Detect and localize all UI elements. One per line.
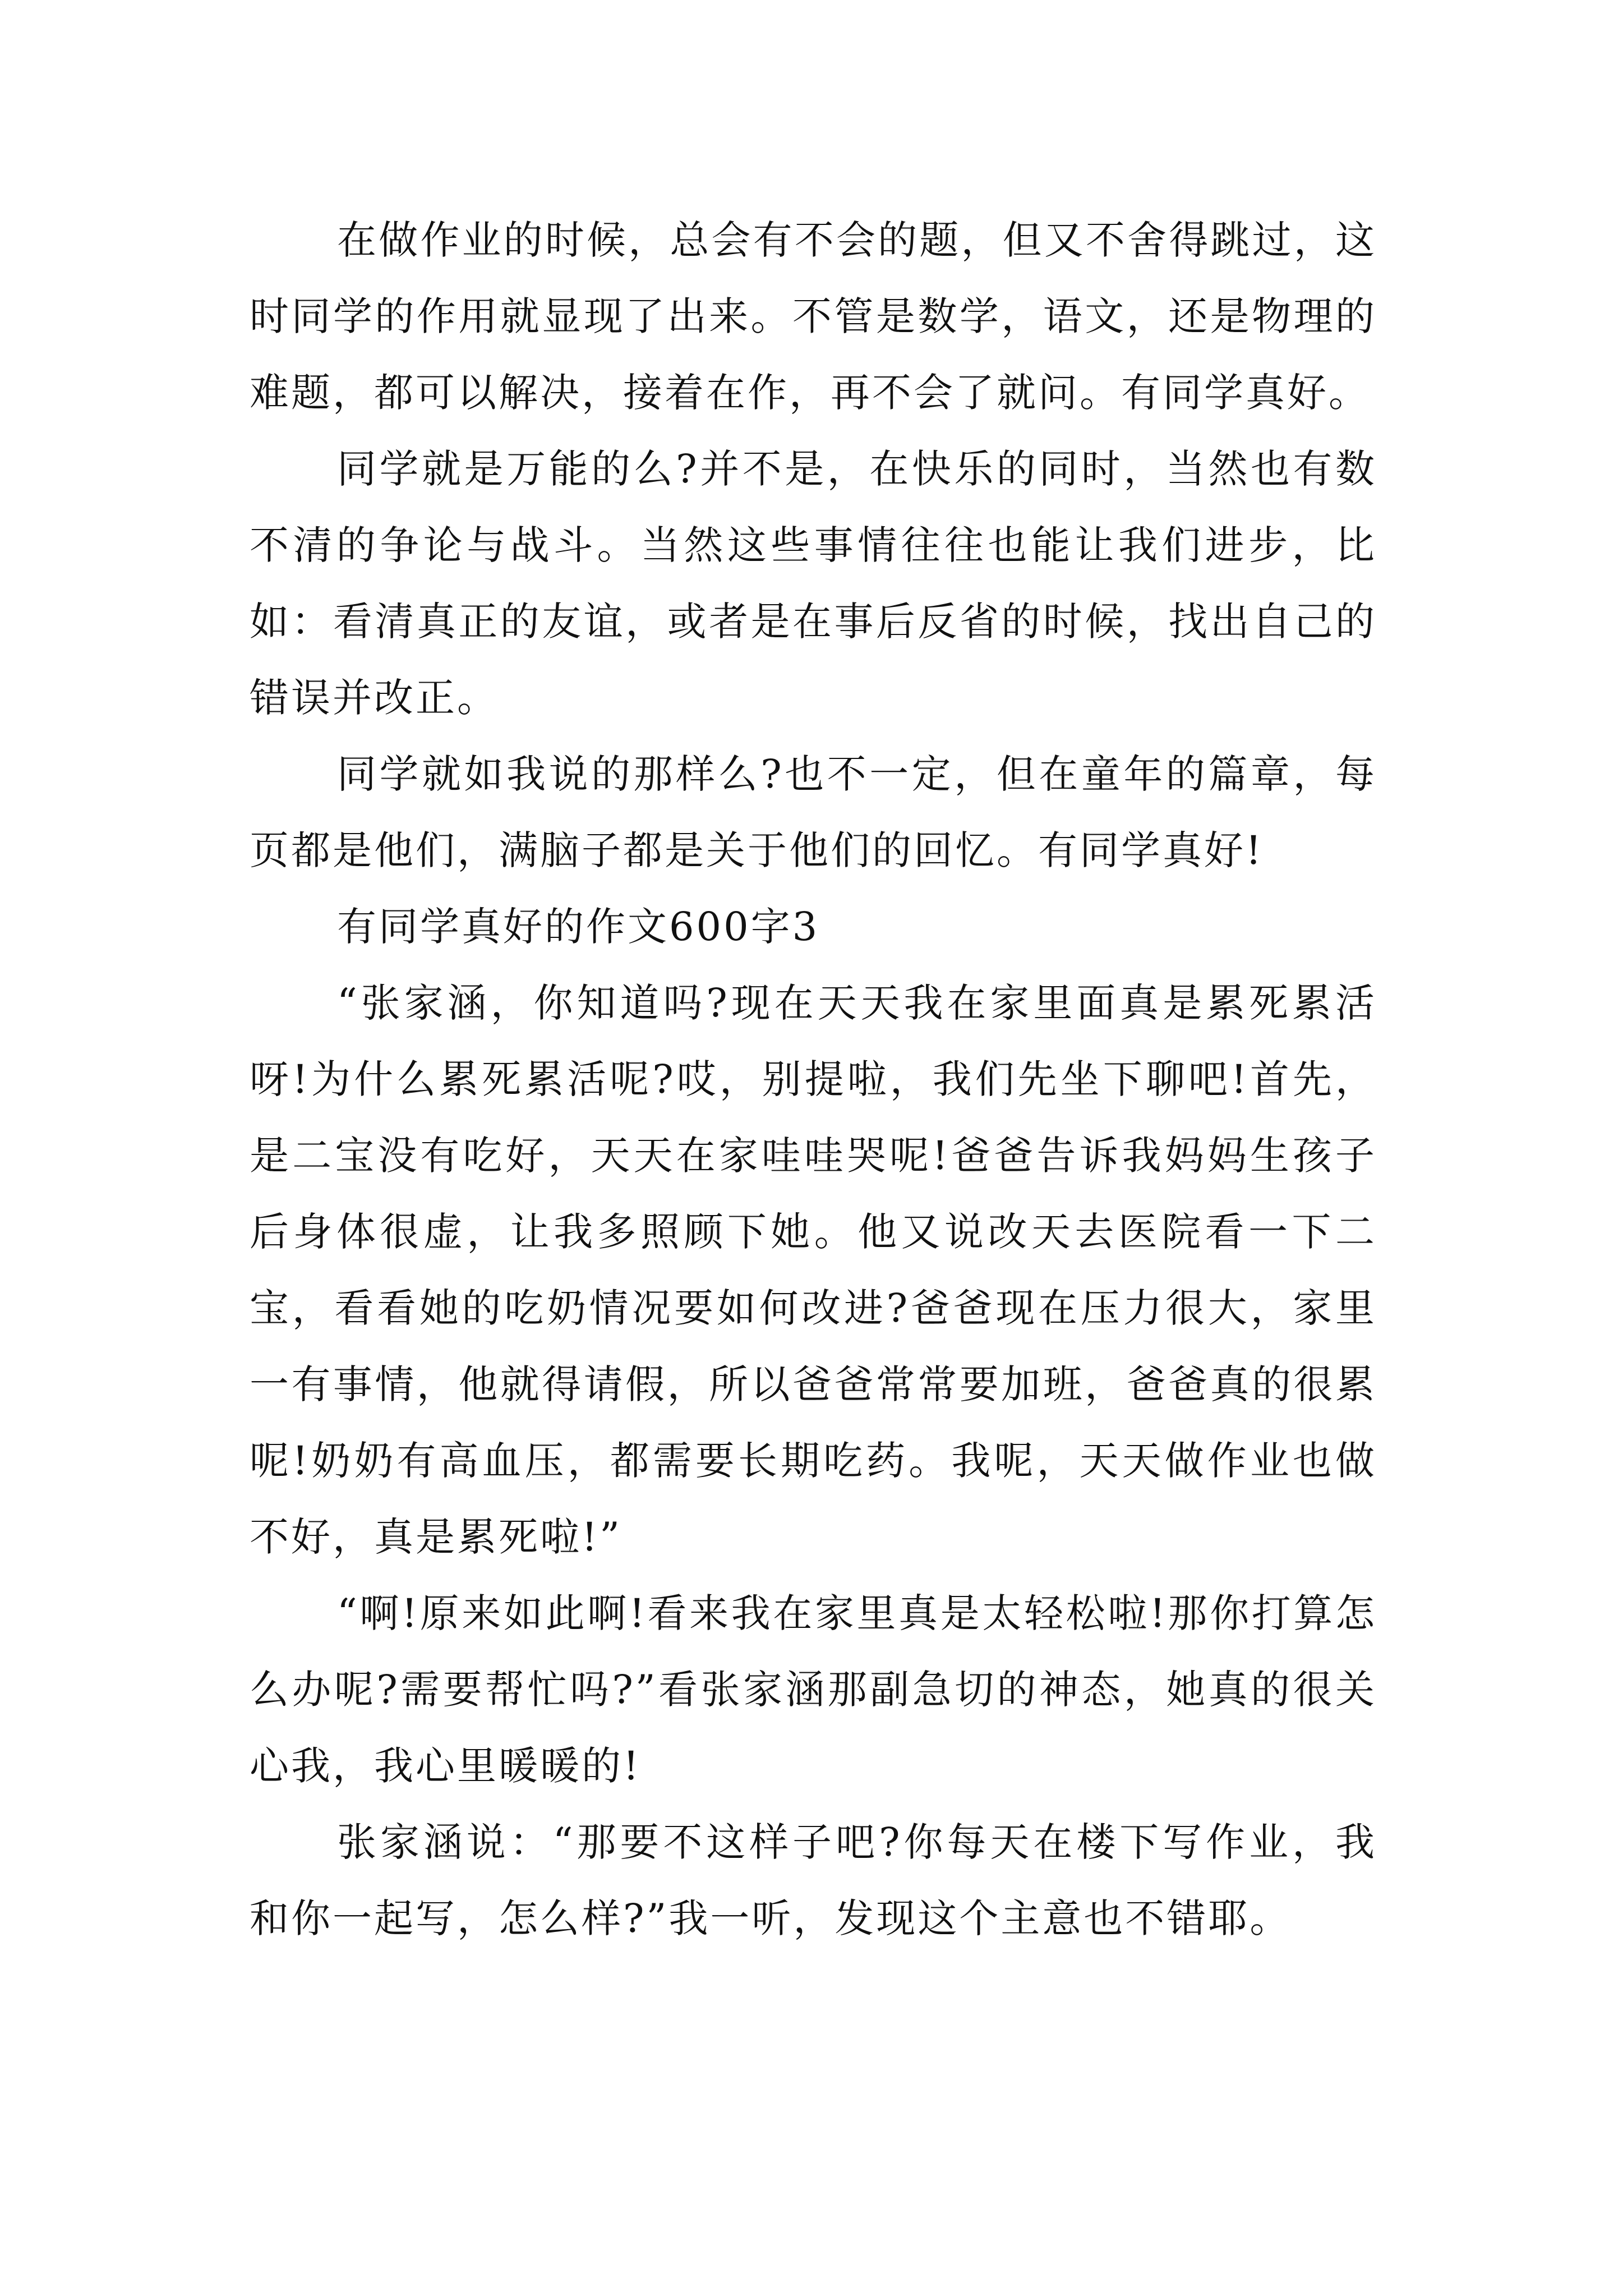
paragraph: 张家涵说：“那要不这样子吧?你每天在楼下写作业，我和你一起写，怎么样?”我一听，发现这个主意也不错耶。 (250, 1819, 1377, 1941)
section-heading: 有同学真好的作文600字3 (337, 904, 820, 950)
paragraph: 在做作业的时候，总会有不会的题，但又不舍得跳过，这时同学的作用就显现了出来。不管是数学，语文，还是物理的难题，都可以解决，接着在作，再不会了就问。有同学真好。 (250, 217, 1377, 416)
paragraph: “张家涵，你知道吗?现在天天我在家里面真是累死累活呀!为什么累死累活呢?哎，别提啦，我们先坐下聊吧!首先，是二宝没有吃好，天天在家哇哇哭呢!爸爸告诉我妈妈生孩子后身体很虚，让我多照顾下她。他又说改天去医院看一下二宝，看看她的吃奶情况要如何改进?爸爸现在压力很大，家里一有事情，他就得请假，所以爸爸常常要加班，爸爸真的很累呢!奶奶有高血压，都需要长期吃药。我呢，天天做作业也做不好，真是累死啦!” (250, 980, 1377, 1560)
paragraph: “啊!原来如此啊!看来我在家里真是太轻松啦!那你打算怎么办呢?需要帮忙吗?”看张家涵那副急切的神态，她真的很关心我，我心里暖暖的! (250, 1590, 1377, 1789)
paragraph: 同学就是万能的么?并不是，在快乐的同时，当然也有数不清的争论与战斗。当然这些事情往往也能让我们进步，比如：看清真正的友谊，或者是在事后反省的时候，找出自己的错误并改正。 (250, 446, 1377, 721)
paragraph: 同学就如我说的那样么?也不一定，但在童年的篇章，每页都是他们，满脑子都是关于他们的回忆。有同学真好! (250, 751, 1377, 873)
document-body (250, 202, 1377, 1957)
